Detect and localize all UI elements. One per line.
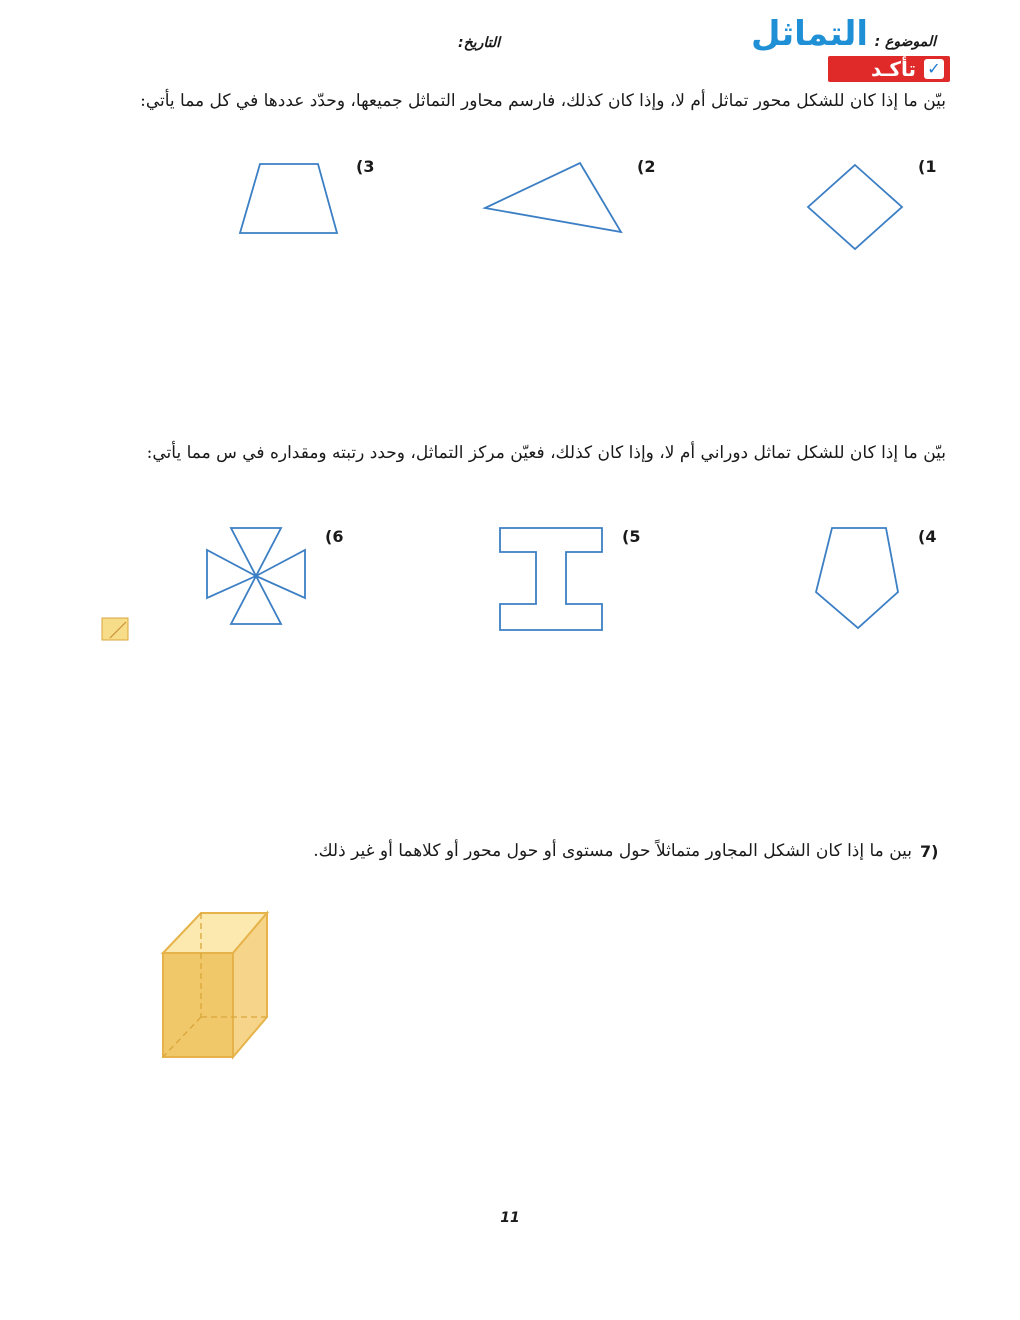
item-number-4: (4: [918, 527, 937, 546]
item-number-5: (5: [622, 527, 641, 546]
item-number-2: (2: [637, 157, 656, 176]
question7-number: 7): [920, 842, 939, 861]
subject-label: الموضوع :: [874, 34, 936, 50]
subject-title: التماثل: [751, 14, 868, 54]
page-number: 11: [500, 1210, 520, 1226]
shape-square-rotated: [800, 160, 910, 255]
prism-fragment-icon: [102, 618, 130, 642]
check-badge-label: تأكـد: [870, 57, 916, 81]
date-label: التاريخ:: [458, 35, 500, 51]
shape-trapezoid: [235, 160, 345, 240]
item-number-1: (1: [918, 157, 937, 176]
shape-pinwheel: [203, 524, 313, 629]
check-badge: [828, 56, 950, 82]
item-number-6: (6: [325, 527, 344, 546]
item-number-3: (3: [356, 157, 375, 176]
question7-text: بين ما إذا كان الشكل المجاور متماثلاً حول مستوى أو حول محور أو كلاهما أو غير ذلك.: [313, 841, 912, 861]
shape-i-beam: [496, 524, 608, 636]
shape-triangle: [480, 160, 630, 240]
rectangular-prism-figure: [155, 905, 275, 1065]
section2-instruction: بيّن ما إذا كان للشكل تماثل دوراني أم لا، وإذا كان كذلك، فعيّن مركز التماثل، وحدد رتبته ومقداره في س مما يأتي:: [146, 443, 946, 463]
section1-instruction: بيّن ما إذا كان للشكل محور تماثل أم لا، وإذا كان كذلك، فارسم محاور التماثل جميعها، وحدّد عددها في كل مما يأتي:: [140, 91, 946, 111]
shape-pentagon: [808, 522, 908, 634]
check-icon: ✓: [924, 59, 944, 79]
